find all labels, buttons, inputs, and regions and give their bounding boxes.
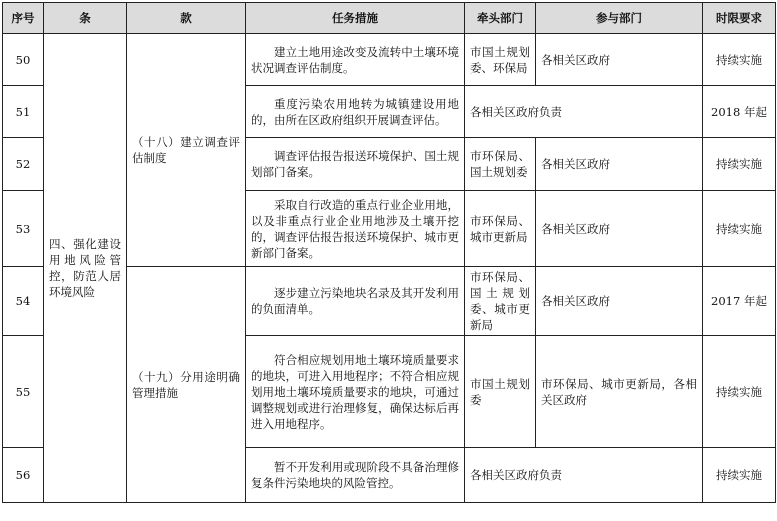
header-lead: 牵头部门 [465,3,536,34]
lead-participants-cell: 各相关区政府负责 [465,86,703,138]
header-clause: 款 [127,3,246,34]
participants-cell: 各相关区政府 [536,267,703,336]
lead-cell: 市环保局、国土规划委、城市更新局 [465,267,536,336]
task-cell: 逐步建立污染地块名录及其开发利用的负面清单。 [246,267,465,336]
header-no: 序号 [3,3,44,34]
participants-cell: 各相关区政府 [536,34,703,86]
header-row [3,3,776,34]
header-participants: 参与部门 [536,3,703,34]
participants-cell: 各相关区政府 [536,138,703,191]
task-cell: 采取自行改造的重点行业企业用地，以及非重点行业企业用地涉及土壤开挖的，调查评估报告报送环境保护、城市更新部门备案。 [246,191,465,267]
task-cell: 暂不开发利用或现阶段不具备治理修复条件污染地块的风险管控。 [246,448,465,503]
deadline-cell: 持续实施 [703,191,776,267]
row-no: 54 [3,267,44,336]
lead-participants-cell: 各相关区政府负责 [465,448,703,503]
row-no: 51 [3,86,44,138]
header-article: 条 [44,3,127,34]
row-no: 52 [3,138,44,191]
task-cell: 重度污染农用地转为城镇建设用地的，由所在区政府组织开展调查评估。 [246,86,465,138]
deadline-cell: 持续实施 [703,138,776,191]
row-no: 50 [3,34,44,86]
lead-cell: 市环保局、城市更新局 [465,191,536,267]
table-row [3,34,776,86]
task-table [2,2,776,503]
row-no: 56 [3,448,44,503]
deadline-cell: 持续实施 [703,34,776,86]
article-cell: 四、强化建设用地风险管控，防范人居环境风险 [44,34,127,503]
deadline-cell: 持续实施 [703,336,776,448]
clause-cell: （十八）建立调查评估制度 [127,34,246,267]
clause-cell: （十九）分用途明确管理措施 [127,267,246,503]
row-no: 55 [3,336,44,448]
lead-cell: 市国土规划委 [465,336,536,448]
row-no: 53 [3,191,44,267]
task-cell: 符合相应规划用地土壤环境质量要求的地块，可进入用地程序；不符合相应规划用地土壤环境质量要求的地块，可通过调整规划或进行治理修复，确保达标后再进入用地程序。 [246,336,465,448]
header-task: 任务措施 [246,3,465,34]
task-cell: 调查评估报告报送环境保护、国土规划部门备案。 [246,138,465,191]
lead-cell: 市环保局、国土规划委 [465,138,536,191]
header-deadline: 时限要求 [703,3,776,34]
lead-cell: 市国土规划委、环保局 [465,34,536,86]
participants-cell: 市环保局、城市更新局，各相关区政府 [536,336,703,448]
deadline-cell: 2018 年起 [703,86,776,138]
deadline-cell: 2017 年起 [703,267,776,336]
task-cell: 建立土地用途改变及流转中土壤环境状况调查评估制度。 [246,34,465,86]
deadline-cell: 持续实施 [703,448,776,503]
participants-cell: 各相关区政府 [536,191,703,267]
